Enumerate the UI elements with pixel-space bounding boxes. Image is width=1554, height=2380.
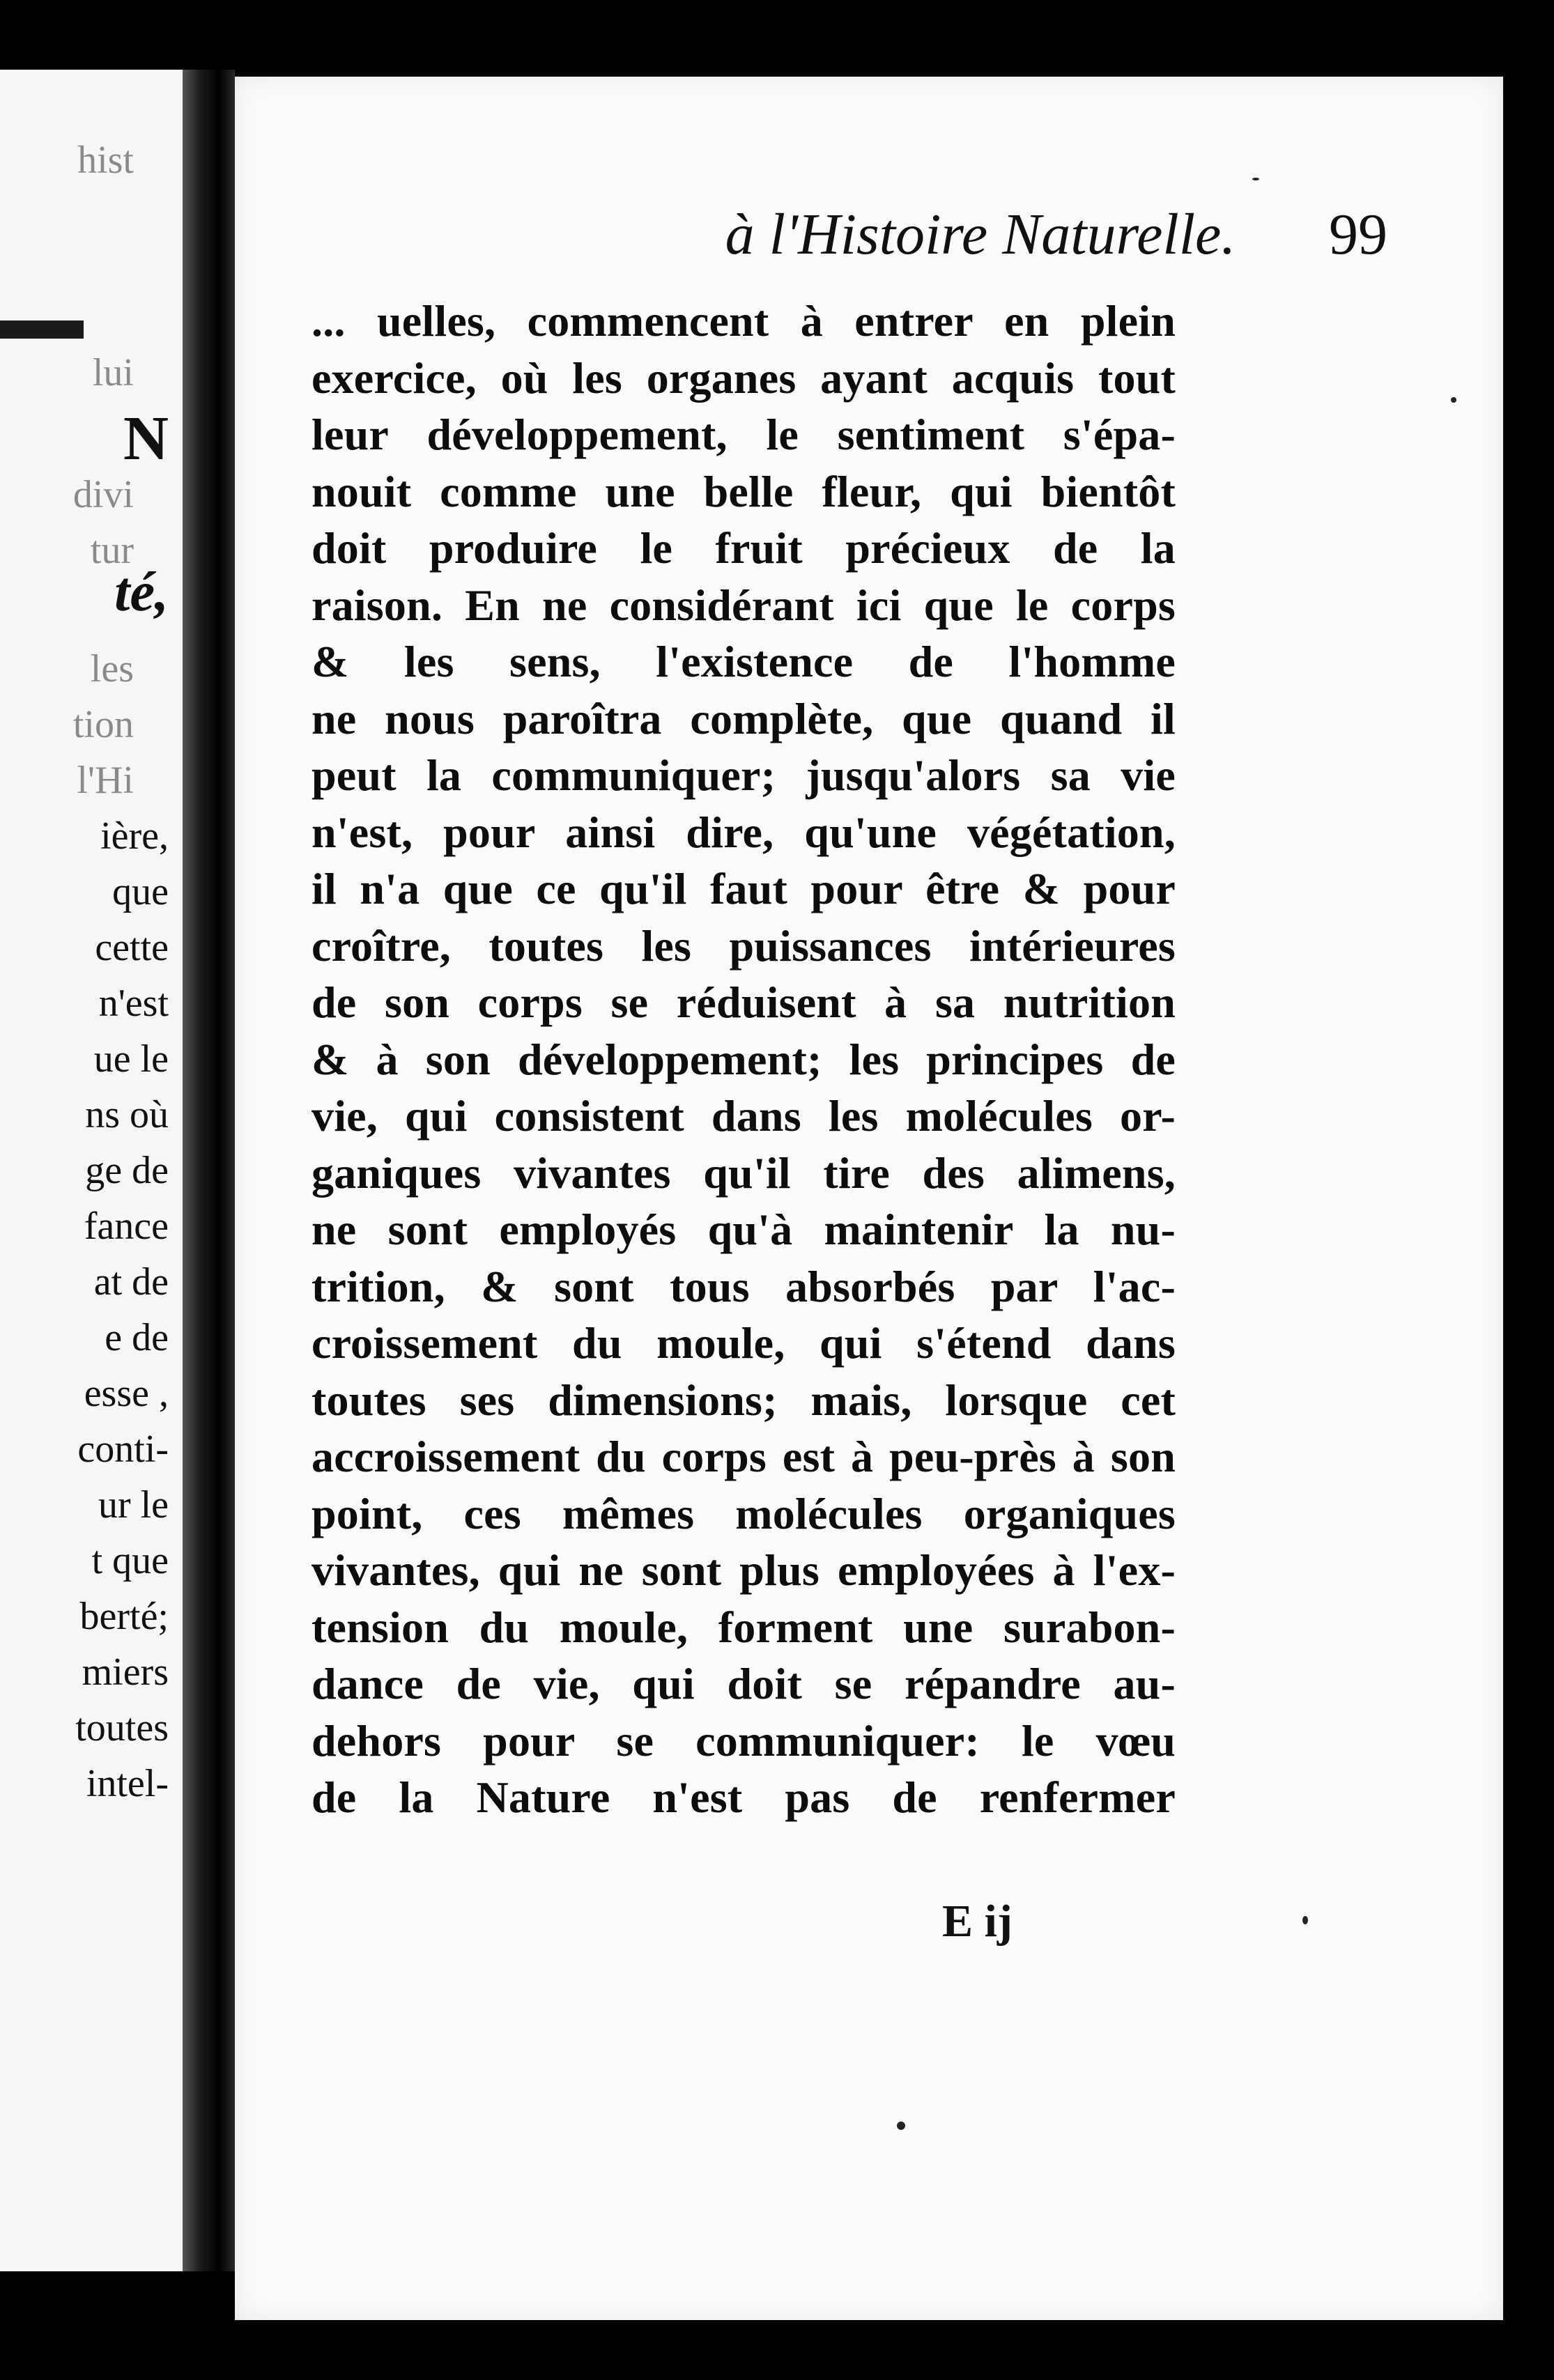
left-page-line: té, (114, 562, 169, 623)
text-line: raison. En ne considérant ici que le corps (311, 580, 1176, 630)
text-line: il n'a que ce qu'il faut pour être & pour (311, 864, 1176, 913)
text-line: vivantes, qui ne sont plus employées à l'ex- (311, 1545, 1176, 1595)
text-line: croissement du moule, qui s'étend dans (311, 1318, 1176, 1368)
left-page-faint-line: hist (77, 139, 134, 182)
text-line: dehors pour se communiquer: le vœu (311, 1715, 1176, 1765)
left-page-faint-line: divi (72, 473, 134, 516)
text-line: ne sont employés qu'à maintenir la nu- (311, 1205, 1176, 1254)
left-page-line: conti- (77, 1428, 169, 1471)
text-line: dance de vie, qui doit se répandre au- (311, 1659, 1176, 1708)
text-line: & à son développement; les principes de (311, 1034, 1176, 1084)
left-page-faint-line: lui (92, 351, 134, 394)
running-head: à l'Histoire Naturelle. (725, 202, 1236, 267)
text-line: leur développement, le sentiment s'épa- (311, 410, 1176, 459)
ink-speck (1252, 178, 1259, 180)
text-line: toutes ses dimensions; mais, lorsque cet (311, 1375, 1176, 1425)
body-text (311, 293, 1176, 1826)
book-gutter (183, 70, 235, 2271)
left-page-faint-line: tion (72, 703, 134, 746)
text-line: doit produire le fruit précieux de la (311, 523, 1176, 573)
left-page-line: ur le (98, 1483, 169, 1527)
text-line: n'est, pour ainsi dire, qu'une végétation, (311, 807, 1176, 857)
text-line: trition, & sont tous absorbés par l'ac- (311, 1261, 1176, 1311)
text-line: ... uelles, commencent à entrer en plein (311, 296, 1176, 346)
left-page-line: e de (105, 1316, 169, 1359)
text-line: ganiques vivantes qu'il tire des alimens, (311, 1148, 1176, 1198)
left-page-faint-line: tur (90, 529, 134, 572)
left-page-line: intel- (86, 1762, 169, 1805)
left-page-line: miers (82, 1651, 169, 1694)
left-page-line: cette (95, 926, 169, 969)
left-page-line: at de (93, 1260, 169, 1304)
left-page-line: ière, (100, 814, 169, 858)
left-page-faint-line: l'Hi (77, 759, 134, 802)
left-page-faint-line: les (90, 647, 134, 690)
text-line: de son corps se réduisent à sa nutrition (311, 978, 1176, 1027)
text-line: peut la communiquer; jusqu'alors sa vie (311, 750, 1176, 800)
text-line: croître, toutes les puissances intérieures (311, 920, 1176, 971)
left-page-line: toutes (75, 1706, 169, 1749)
ink-speck (1302, 1916, 1308, 1924)
text-line: tension du moule, forment une surabon- (311, 1602, 1176, 1652)
left-page-fragment (0, 70, 183, 2271)
page-number: 99 (1329, 202, 1387, 267)
text-line: point, ces mêmes molécules organiques (311, 1488, 1176, 1538)
left-page-line: n'est (98, 982, 169, 1025)
text-line: ne nous paroîtra complète, que quand il (311, 693, 1176, 743)
text-line: vie, qui consistent dans les molécules or- (311, 1091, 1176, 1141)
right-page (235, 77, 1503, 2320)
left-page-line: que (112, 870, 169, 913)
text-line: exercice, où les organes ayant acquis tout (311, 353, 1176, 403)
left-page-line: esse , (84, 1372, 169, 1415)
text-line: de la Nature n'est pas de renfermer (311, 1772, 1176, 1822)
left-page-line: ns où (85, 1093, 169, 1136)
left-page-line: ge de (85, 1149, 169, 1192)
left-page-line: berté; (79, 1595, 169, 1638)
left-page-line: N (123, 404, 169, 473)
text-line: nouit comme une belle fleur, qui bientôt (311, 466, 1176, 516)
left-page-line: fance (84, 1205, 169, 1248)
left-page-line: t que (91, 1539, 169, 1582)
text-line: & les sens, l'existence de l'homme (311, 637, 1176, 686)
ink-speck (1451, 397, 1456, 403)
text-line: accroissement du corps est à peu-près à son (311, 1432, 1176, 1481)
left-page-line: ue le (93, 1037, 169, 1081)
ink-speck (897, 2122, 905, 2130)
left-page-rule (0, 320, 84, 339)
signature-mark: E ij (942, 1896, 1013, 1947)
